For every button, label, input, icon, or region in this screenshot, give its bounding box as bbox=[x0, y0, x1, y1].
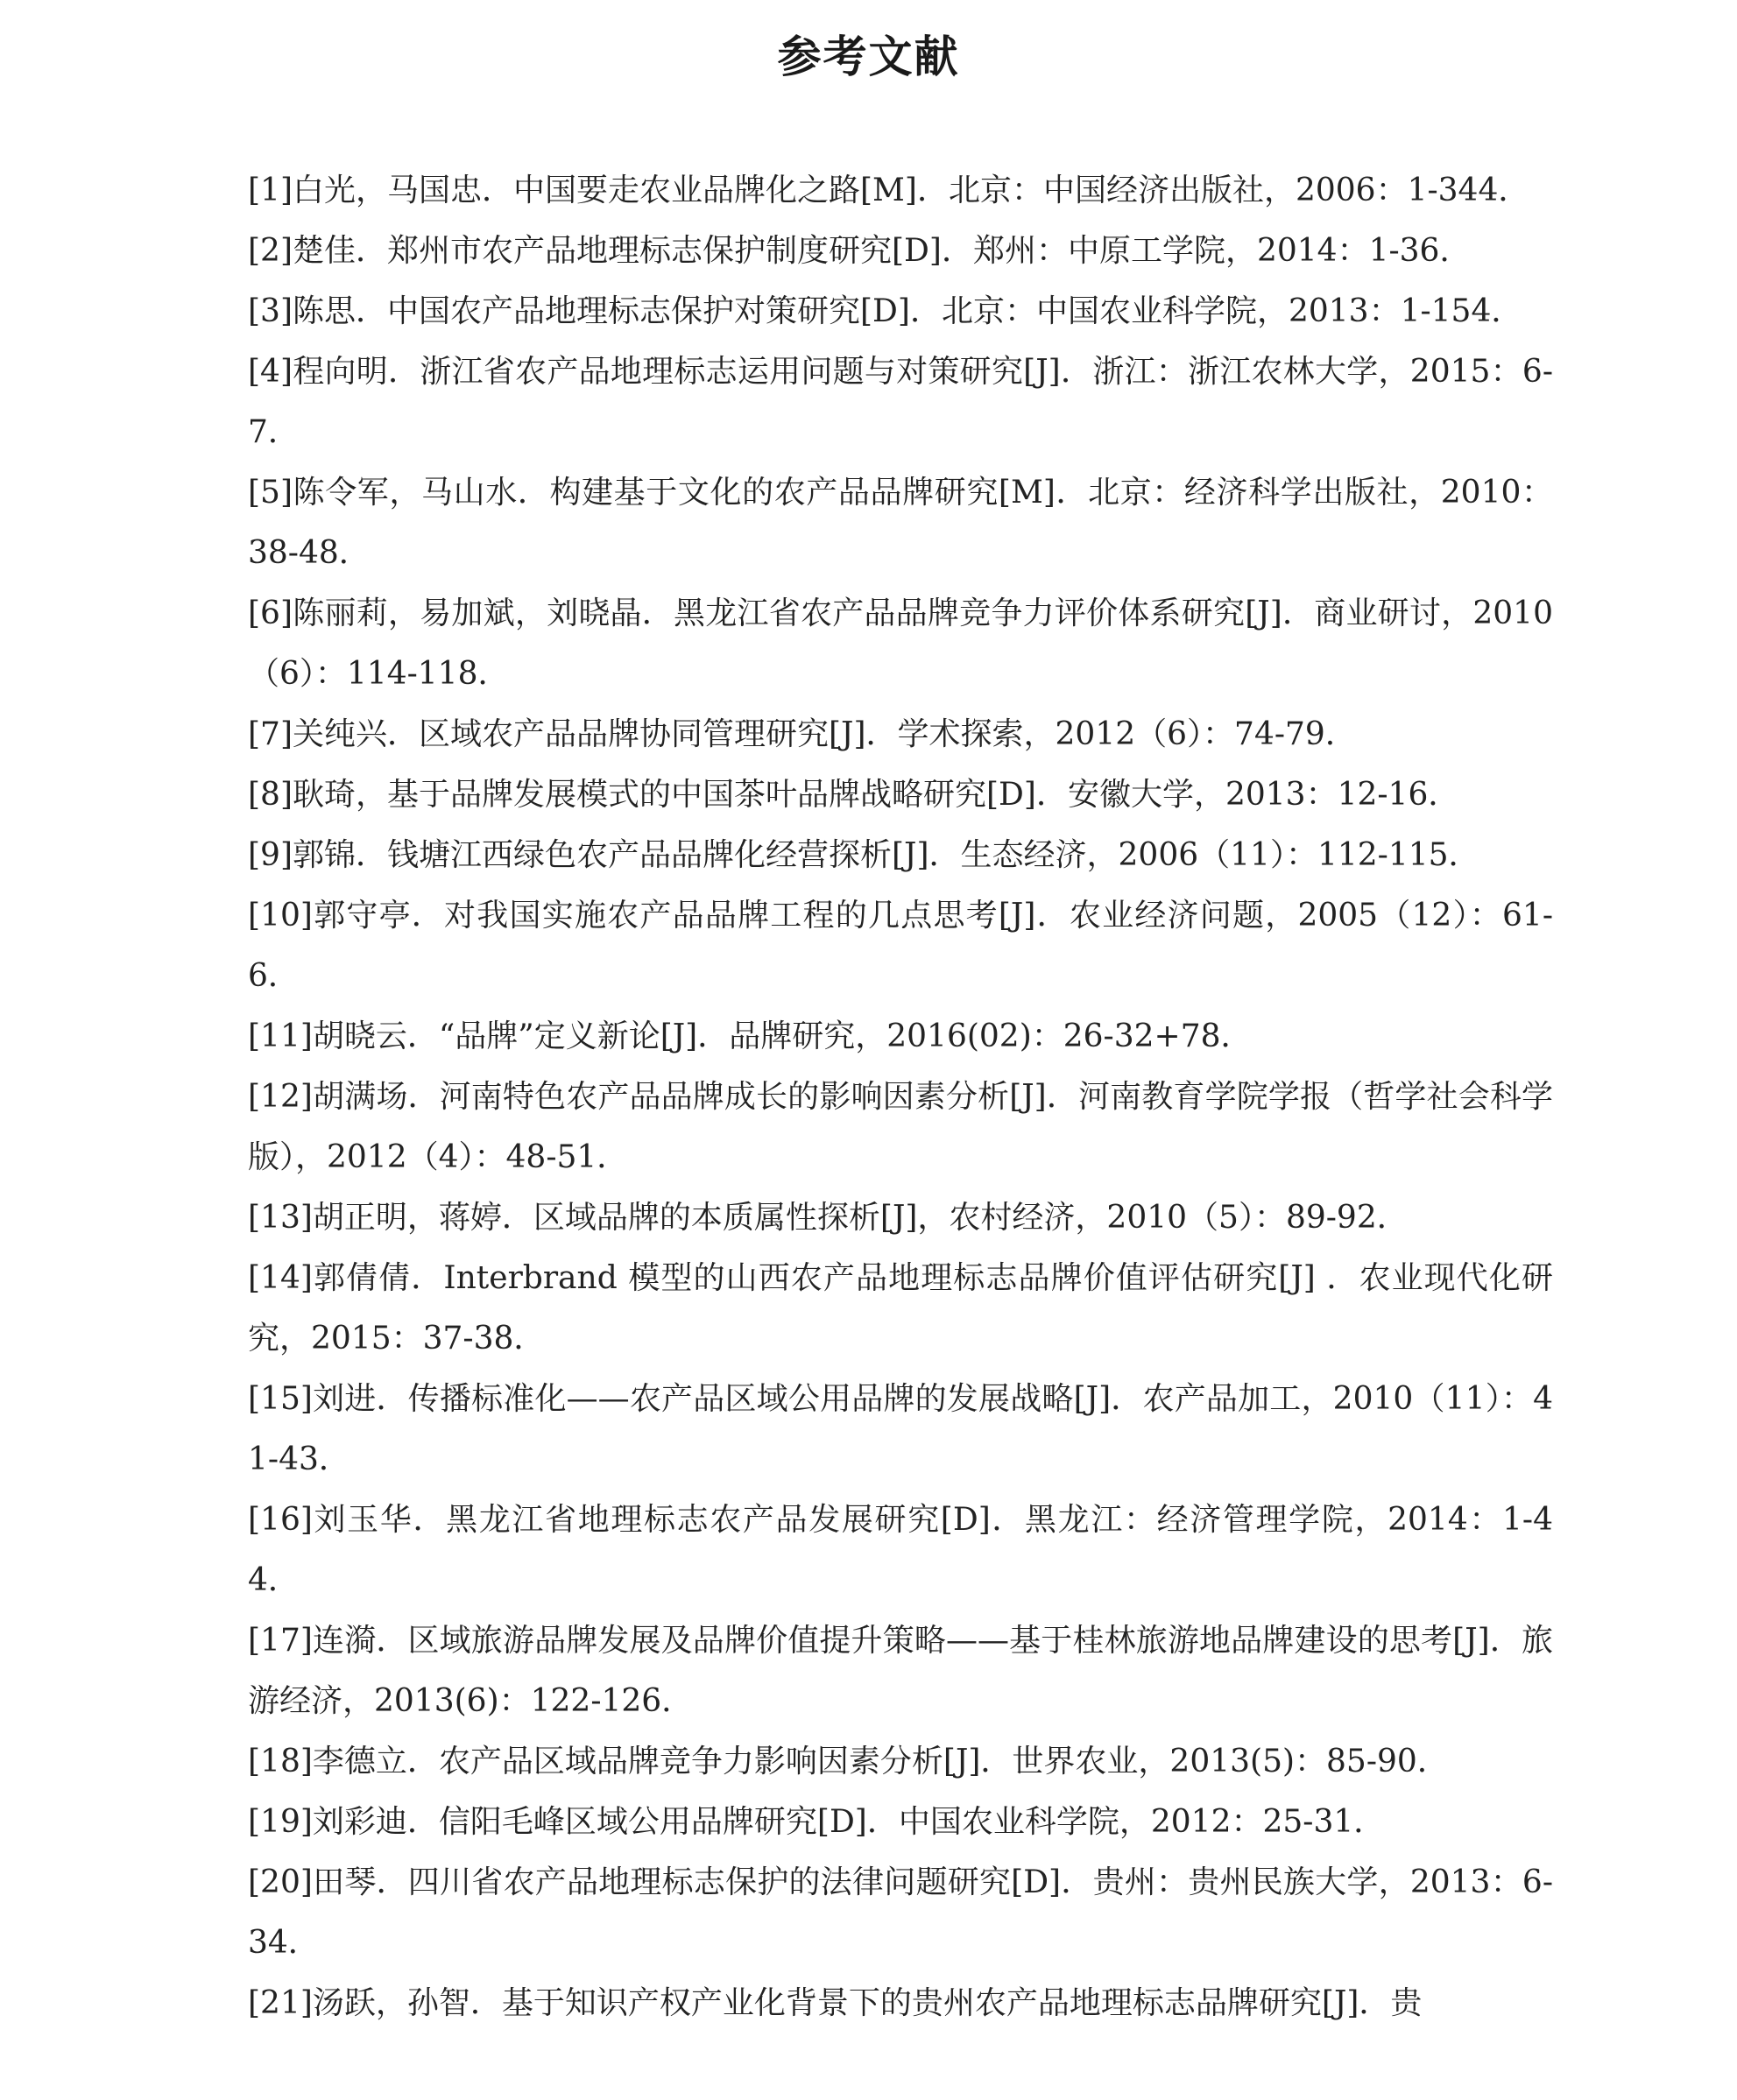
reference-item: [19]刘彩迪．信阳毛峰区域公用品牌研究[D]．中国农业科学院，2012：25-31． bbox=[248, 1804, 1386, 1840]
reference-item: [8]耿琦，基于品牌发展模式的中国茶叶品牌战略研究[D]．安徽大学，2013：12-16． bbox=[248, 777, 1460, 813]
reference-item: [5]陈令军，马山水．构建基于文化的农产品品牌研究[M]．北京：经济科学出版社，2010：38-48． bbox=[248, 475, 1553, 571]
reference-item: [1]白光，马国忠．中国要走农业品牌化之路[M]．北京：中国经济出版社，2006：1-344． bbox=[248, 173, 1530, 208]
reference-item: [4]程向明．浙江省农产品地理标志运用问题与对策研究[J]．浙江：浙江农林大学，2015：6-7． bbox=[248, 354, 1553, 450]
reference-item: [9]郭锦．钱塘江西绿色农产品品牌化经营探析[J]．生态经济，2006（11）：112-115． bbox=[248, 837, 1480, 873]
page-title: 参考文献 bbox=[777, 32, 960, 82]
reference-item: [21]汤跃，孙智．基于知识产权产业化背景下的贵州农产品地理标志品牌研究[J]．贵 bbox=[248, 1985, 1423, 2021]
reference-item: [2]楚佳．郑州市农产品地理标志保护制度研究[D]．郑州：中原工学院，2014：1-36． bbox=[248, 233, 1472, 269]
reference-item: [18]李德立．农产品区域品牌竞争力影响因素分析[J]．世界农业，2013(5)：85-90． bbox=[248, 1744, 1449, 1779]
reference-item: [12]胡满场．河南特色农产品品牌成长的影响因素分析[J]．河南教育学院学报（哲学社会科学版），2012（4）：48-51． bbox=[248, 1079, 1553, 1175]
reference-item: [14]郭倩倩．Interbrand 模型的山西农产品地理标志品牌价值评估研究[J] ．农业现代化研究，2015：37-38． bbox=[248, 1260, 1553, 1357]
reference-list bbox=[248, 160, 1553, 2033]
reference-item: [6]陈丽莉，易加斌，刘晓晶．黑龙江省农产品品牌竞争力评价体系研究[J]．商业研讨，2010（6）：114-118． bbox=[248, 595, 1553, 692]
reference-item: [11]胡晓云．“品牌”定义新论[J]．品牌研究，2016(02)：26-32+78． bbox=[248, 1018, 1253, 1054]
reference-item: [10]郭守亭．对我国实施农产品品牌工程的几点思考[J]．农业经济问题，2005（12）：61-6． bbox=[248, 898, 1553, 994]
reference-item: [7]关纯兴．区域农产品品牌协同管理研究[J]．学术探索，2012（6）：74-79． bbox=[248, 716, 1357, 752]
reference-item: [16]刘玉华．黑龙江省地理标志农产品发展研究[D]．黑龙江：经济管理学院，2014：1-44． bbox=[248, 1502, 1553, 1598]
reference-item: [3]陈思．中国农产品地理标志保护对策研究[D]．北京：中国农业科学院，2013：1-154． bbox=[248, 293, 1523, 329]
reference-item: [20]田琴．四川省农产品地理标志保护的法律问题研究[D]．贵州：贵州民族大学，2013：6-34． bbox=[248, 1864, 1553, 1961]
reference-item: [15]刘进．传播标准化——农产品区域公用品牌的发展战略[J]．农产品加工，2010（11）：41-43． bbox=[248, 1381, 1553, 1477]
reference-item: [13]胡正明，蒋婷．区域品牌的本质属性探析[J]，农村经济，2010（5）：89-92． bbox=[248, 1200, 1409, 1236]
reference-item: [17]连漪．区域旅游品牌发展及品牌价值提升策略——基于桂林旅游地品牌建设的思考[J]．旅游经济，2013(6)：122-126． bbox=[248, 1623, 1553, 1719]
